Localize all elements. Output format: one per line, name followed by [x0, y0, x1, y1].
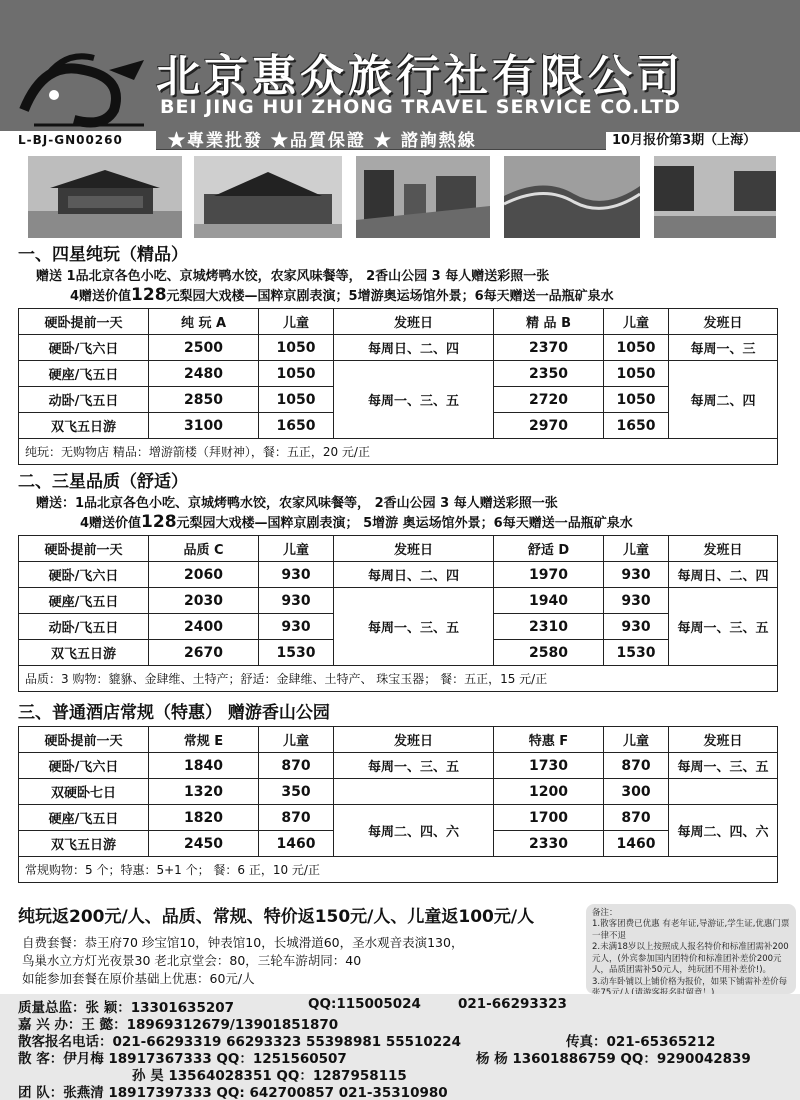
contact-individual-1: 散 客：伊月梅 18917367333 QQ：1251560507 [18, 1051, 347, 1067]
table-cell: 硬卧/飞六日 [19, 753, 149, 779]
issue-label: 10月报价第3期（上海） [606, 132, 800, 150]
table-cell: 1460 [259, 831, 334, 857]
table-cell: 双飞五日游 [19, 640, 149, 666]
table-cell: 每周一、三、五 [669, 753, 778, 779]
table-note-row [19, 666, 778, 692]
photo-tiananmen [28, 156, 182, 238]
table-cell: 双硬卧七日 [19, 779, 149, 805]
table-cell: 2450 [149, 831, 259, 857]
header-cell: 精 品 B [494, 309, 604, 335]
table-row [19, 562, 778, 588]
contact-jiaxing-office: 嘉 兴 办：王 懿：18969312679/13901851870 [18, 1017, 339, 1033]
table-cell: 2330 [494, 831, 604, 857]
table-cell: 硬座/飞五日 [19, 588, 149, 614]
table-cell: 动卧/飞五日 [19, 387, 149, 413]
contact-booking-phones: 散客报名电话：021-66293319 66293323 55398981 55510224 [18, 1034, 461, 1050]
table-cell: 1320 [149, 779, 259, 805]
table-cell: 双飞五日游 [19, 831, 149, 857]
section-2-price-table [18, 535, 778, 692]
section-1-gift-line-2 [70, 285, 614, 305]
header-cell: 硬卧提前一天 [19, 727, 149, 753]
table-cell: 870 [604, 753, 669, 779]
contact-quality-tel: 021-66293323 [458, 996, 567, 1012]
header-cell: 舒适 D [494, 536, 604, 562]
table-cell: 930 [604, 562, 669, 588]
header-cell: 儿童 [604, 309, 669, 335]
section-1-gift-line-1: 赠送 1品北京各色小吃、京城烤鸭水饺，农家风味餐等， 2香山公园 3 每人赠送彩照一张 [36, 269, 550, 284]
table-header-row [19, 536, 778, 562]
header-cell: 儿童 [604, 727, 669, 753]
table-cell: 1650 [259, 413, 334, 439]
header-cell: 发班日 [334, 309, 494, 335]
header-cell: 发班日 [669, 536, 778, 562]
table-cell: 300 [604, 779, 669, 805]
table-cell: 动卧/飞五日 [19, 614, 149, 640]
contact-quality-director: 质量总监：张 颖：13301635207 [18, 1000, 235, 1016]
photo-city [356, 156, 490, 238]
header-cell: 儿童 [604, 536, 669, 562]
section-3-title: 三、普通酒店常规（特惠） 赠游香山公园 [18, 703, 330, 723]
table-cell: 每周一、三、五 [334, 753, 494, 779]
table-cell: 1050 [259, 387, 334, 413]
license-number: L-BJ-GN00260 [0, 131, 156, 150]
optional-package-line-3: 如能参加套餐在原价基础上优惠：60元/人 [22, 971, 255, 986]
table-cell [334, 779, 494, 805]
table-cell: 2720 [494, 387, 604, 413]
table-cell: 2060 [149, 562, 259, 588]
header-cell: 发班日 [334, 727, 494, 753]
contact-fax: 传真：021-65365212 [566, 1034, 716, 1050]
table-cell: 品质：3 购物：貔貅、金肆维、土特产；舒适：金肆维、土特产、 珠宝玉器； 餐：五正，15 元/正 [19, 666, 778, 692]
table-cell: 930 [259, 588, 334, 614]
header-cell: 发班日 [334, 536, 494, 562]
table-cell: 1460 [604, 831, 669, 857]
table-cell: 2480 [149, 361, 259, 387]
table-cell: 常规购物：5 个；特惠：5+1 个； 餐：6 正，10 元/正 [19, 857, 778, 883]
table-cell: 每周一、三、五 [669, 588, 778, 666]
table-cell: 每周一、三 [669, 335, 778, 361]
table-cell: 2310 [494, 614, 604, 640]
table-cell: 1200 [494, 779, 604, 805]
company-title: 北京惠众旅行社有限公司 [156, 51, 684, 102]
table-cell: 1530 [604, 640, 669, 666]
photo-water-town [654, 156, 776, 238]
table-cell: 350 [259, 779, 334, 805]
optional-package-line-2: 鸟巢水立方灯光夜景30 老北京堂会：80，三轮车游胡同：40 [22, 953, 362, 968]
table-cell: 1700 [494, 805, 604, 831]
table-cell: 1530 [259, 640, 334, 666]
table-cell: 硬座/飞五日 [19, 361, 149, 387]
table-cell: 1050 [259, 361, 334, 387]
company-subtitle: BEI JING HUI ZHONG TRAVEL SERVICE CO.LTD [160, 96, 681, 118]
header-cell: 发班日 [669, 727, 778, 753]
remarks-title: 备注： [592, 908, 618, 918]
table-cell: 1820 [149, 805, 259, 831]
table-cell: 硬卧/飞六日 [19, 562, 149, 588]
table-cell: 2850 [149, 387, 259, 413]
gift-text-fragment: 元梨园大戏楼—国粹京剧表演；5增游奥运场馆外景；6每天赠送一品瓶矿泉水 [166, 289, 614, 304]
table-note-row [19, 857, 778, 883]
table-cell: 930 [604, 588, 669, 614]
table-row [19, 361, 778, 387]
table-cell: 2400 [149, 614, 259, 640]
table-row [19, 588, 778, 614]
contact-individual-2: 杨 杨 13601886759 QQ：9290042839 [476, 1051, 751, 1067]
header-cell: 品质 C [149, 536, 259, 562]
table-cell: 每周二、四、六 [334, 805, 494, 857]
remarks-box [586, 904, 796, 994]
table-row [19, 753, 778, 779]
gift-text-fragment: 元梨园大戏楼—国粹京剧表演； 5增游 奥运场馆外景；6每天赠送一品瓶矿泉水 [176, 516, 633, 531]
header-cell: 发班日 [669, 309, 778, 335]
table-cell: 1050 [604, 387, 669, 413]
table-cell: 870 [604, 805, 669, 831]
table-cell: 2350 [494, 361, 604, 387]
table-cell: 每周日、二、四 [334, 335, 494, 361]
gift-text-fragment: 4赠送价值 [80, 516, 142, 531]
table-note-row [19, 439, 778, 465]
table-cell: 纯玩：无购物店 精品：增游箭楼（拜财神），餐：五正，20 元/正 [19, 439, 778, 465]
table-cell: 1840 [149, 753, 259, 779]
table-cell: 每周二、四、六 [669, 805, 778, 857]
table-cell: 2370 [494, 335, 604, 361]
header-cell: 特惠 F [494, 727, 604, 753]
table-cell: 2030 [149, 588, 259, 614]
table-cell: 1050 [604, 361, 669, 387]
table-cell: 每周日、二、四 [669, 562, 778, 588]
table-cell: 双飞五日游 [19, 413, 149, 439]
table-cell: 1650 [604, 413, 669, 439]
table-cell: 870 [259, 753, 334, 779]
table-cell: 每周一、三、五 [334, 588, 494, 666]
header-cell: 儿童 [259, 309, 334, 335]
header-cell: 儿童 [259, 727, 334, 753]
contact-quality-qq: QQ:115005024 [308, 996, 421, 1012]
table-cell: 1970 [494, 562, 604, 588]
table-header-row [19, 309, 778, 335]
optional-package-line-1: 自费套餐：恭王府70 珍宝馆10，钟表馆10，长城滑道60，圣水观音表演130， [22, 935, 464, 950]
header-cell: 硬卧提前一天 [19, 309, 149, 335]
table-cell: 870 [259, 805, 334, 831]
dragon-logo-icon [14, 40, 154, 132]
section-1-price-table [18, 308, 778, 465]
table-cell: 2580 [494, 640, 604, 666]
header-banner [0, 0, 800, 150]
contact-individual-3: 孙 昊 13564028351 QQ：1287958115 [132, 1068, 407, 1084]
table-cell: 1050 [604, 335, 669, 361]
table-cell: 1050 [259, 335, 334, 361]
table-cell: 每周日、二、四 [334, 562, 494, 588]
table-row [19, 779, 778, 805]
contacts-panel [0, 994, 800, 1100]
table-row [19, 805, 778, 831]
section-3-price-table [18, 726, 778, 883]
table-cell: 930 [259, 562, 334, 588]
gift-text-fragment: 128 [131, 285, 167, 305]
section-2-gift-line-1: 赠送：1品北京各色小吃、京城烤鸭水饺，农家风味餐等， 2香山公园 3 每人赠送彩照一张 [36, 496, 558, 511]
remark-2: 2.未满18岁以上按照成人报名特价和标准团需补200元人，(外宾参加国内团特价和标准团补差价200元人，品质团需补50元人，纯玩团不用补差价!)。 [592, 942, 789, 976]
table-row [19, 335, 778, 361]
slogan: ★專業批發 ★品質保證 ★ 諮詢熱線 [168, 131, 477, 151]
section-1-title: 一、四星纯玩（精品） [18, 245, 188, 265]
table-cell: 1730 [494, 753, 604, 779]
header-cell: 纯 玩 A [149, 309, 259, 335]
table-cell: 每周二、四 [669, 361, 778, 439]
table-cell: 2500 [149, 335, 259, 361]
section-2-gift-line-2 [80, 512, 633, 532]
gift-text-fragment: 4赠送价值 [70, 289, 132, 304]
table-cell: 硬卧/飞六日 [19, 335, 149, 361]
header-cell: 硬卧提前一天 [19, 536, 149, 562]
table-cell: 1940 [494, 588, 604, 614]
table-cell: 3100 [149, 413, 259, 439]
header-cell: 儿童 [259, 536, 334, 562]
table-cell: 930 [259, 614, 334, 640]
remark-1: 1.散客团费已优惠 有老年证,导游证,学生证,优惠门票一律不退 [592, 919, 790, 941]
table-cell: 2970 [494, 413, 604, 439]
remark-3: 3.动车卧铺以上铺价格为报价，如果下铺需补差价每 [592, 976, 788, 987]
table-cell: 每周一、三、五 [334, 361, 494, 439]
table-cell [669, 779, 778, 805]
section-2-title: 二、三星品质（舒适） [18, 472, 188, 492]
gift-text-fragment: 128 [141, 512, 177, 532]
rebate-text: 纯玩返200元/人、品质、常规、特价返150元/人、儿童返100元/人 [18, 907, 535, 927]
photo-great-wall [504, 156, 640, 238]
photo-strip [0, 156, 800, 238]
table-cell: 2670 [149, 640, 259, 666]
header-cell: 常规 E [149, 727, 259, 753]
table-cell: 硬座/飞五日 [19, 805, 149, 831]
photo-gate [194, 156, 342, 238]
table-header-row [19, 727, 778, 753]
table-cell: 930 [604, 614, 669, 640]
contact-group: 团 队：张燕清 18917397333 QQ: 642700857 021-35310980 [18, 1085, 448, 1100]
